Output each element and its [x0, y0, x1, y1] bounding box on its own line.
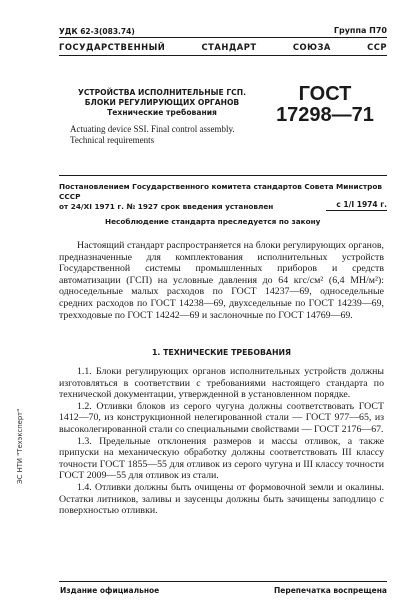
intro-text: Настоящий стандарт распространяется на блоки регулирующих органов, предназначенные для комплектования исполнительных устройств Государственной системы промышленных приборов и средств автоматизации (ГСП) на условные давления до 64 кгс/см² (6,4 МН/м²): односедельные малых расходов по ГОСТ 14237—69, односедельные средних расходов по ГОСТ 14238—69, двухседельные по ГОСТ 14239—69, трехходовые по ГОСТ 14242—69 и заслоночные по ГОСТ 14769—69. — [59, 240, 384, 321]
footer-reprint: Перепечатка воспрещена — [273, 586, 387, 595]
standard-word-2: СТАНДАРТ — [201, 42, 257, 52]
gost-designation — [270, 84, 380, 126]
decree-rule — [59, 175, 387, 176]
footer-rule — [59, 581, 387, 582]
intro-paragraph — [59, 240, 384, 321]
title-ru-line-3: Технические требования — [107, 108, 217, 117]
title-en-line-1: Actuating device SSI. Final control assembly. — [70, 124, 235, 134]
side-stamp — [16, 392, 26, 484]
effective-date: с 1/I 1974 г. — [336, 200, 387, 209]
header-rule-bottom — [59, 55, 387, 56]
standard-word-3: СОЮЗА — [292, 42, 331, 52]
decree-line-2: от 24/XI 1971 г. № 1927 срок введения установлен — [59, 202, 274, 211]
section-title: 1. ТЕХНИЧЕСКИЕ ТРЕБОВАНИЯ — [151, 348, 292, 357]
section-body — [59, 366, 384, 517]
standard-heading — [59, 42, 387, 52]
udc-code: УДК 62-3(083.74) — [59, 27, 135, 36]
group-code: Группа П70 — [333, 26, 387, 35]
gost-number: 17298—71 — [276, 104, 374, 126]
date-underline — [326, 210, 387, 211]
document-title-ru — [62, 88, 262, 118]
title-en-line-2: Technical requirements — [70, 135, 155, 145]
standard-word-1: ГОСУДАРСТВЕННЫЙ — [59, 42, 166, 52]
paragraph-1-3: 1.3. Предельные отклонения размеров и массы отливок, а также припуски на механическую обработку должны соответствовать III классу точности ГОСТ 1855—55 для отливок из серого чугуна и III классу точности ГОСТ 2009—55 для отливок из стали. — [59, 435, 384, 482]
decree-line-1: Постановлением Государственного комитета стандартов Совета Министров СССР — [59, 182, 382, 201]
paragraph-1-2: 1.2. Отливки блоков из серого чугуна должны соответствовать ГОСТ 1412—70, из конструкционной нелегированной стали — ГОСТ 977—65, из высоколегированной стали со специальными свойствами — ГОСТ 2176—67. — [59, 400, 384, 435]
legal-warning: Несоблюдение стандарта преследуется по закону — [105, 217, 321, 226]
gost-label: ГОСТ — [298, 83, 352, 105]
paragraph-1-1: 1.1. Блоки регулирующих органов исполнительных устройств должны изготовляться в соответствии с требованиями настоящего стандарта по технической документации, утвержденной в установленном порядке. — [59, 366, 384, 401]
document-title-en — [70, 124, 290, 146]
footer-official: Издание официальное — [60, 586, 160, 595]
standard-word-4: ССР — [367, 42, 387, 52]
title-ru-line-2: БЛОКИ РЕГУЛИРУЮЩИХ ОРГАНОВ — [84, 98, 240, 107]
header-rule-top — [59, 37, 387, 38]
paragraph-1-4: 1.4. Отливки должны быть очищены от формовочной земли и окалины. Остатки литников, заливы и заусенцы должны быть зачищены заподлицо с поверхностью отливки. — [59, 481, 384, 517]
stamp-text: ЭС НТИ "Техэксперт" — [16, 408, 24, 484]
title-ru-line-1: УСТРОЙСТВА ИСПОЛНИТЕЛЬНЫЕ ГСП. — [78, 88, 246, 97]
